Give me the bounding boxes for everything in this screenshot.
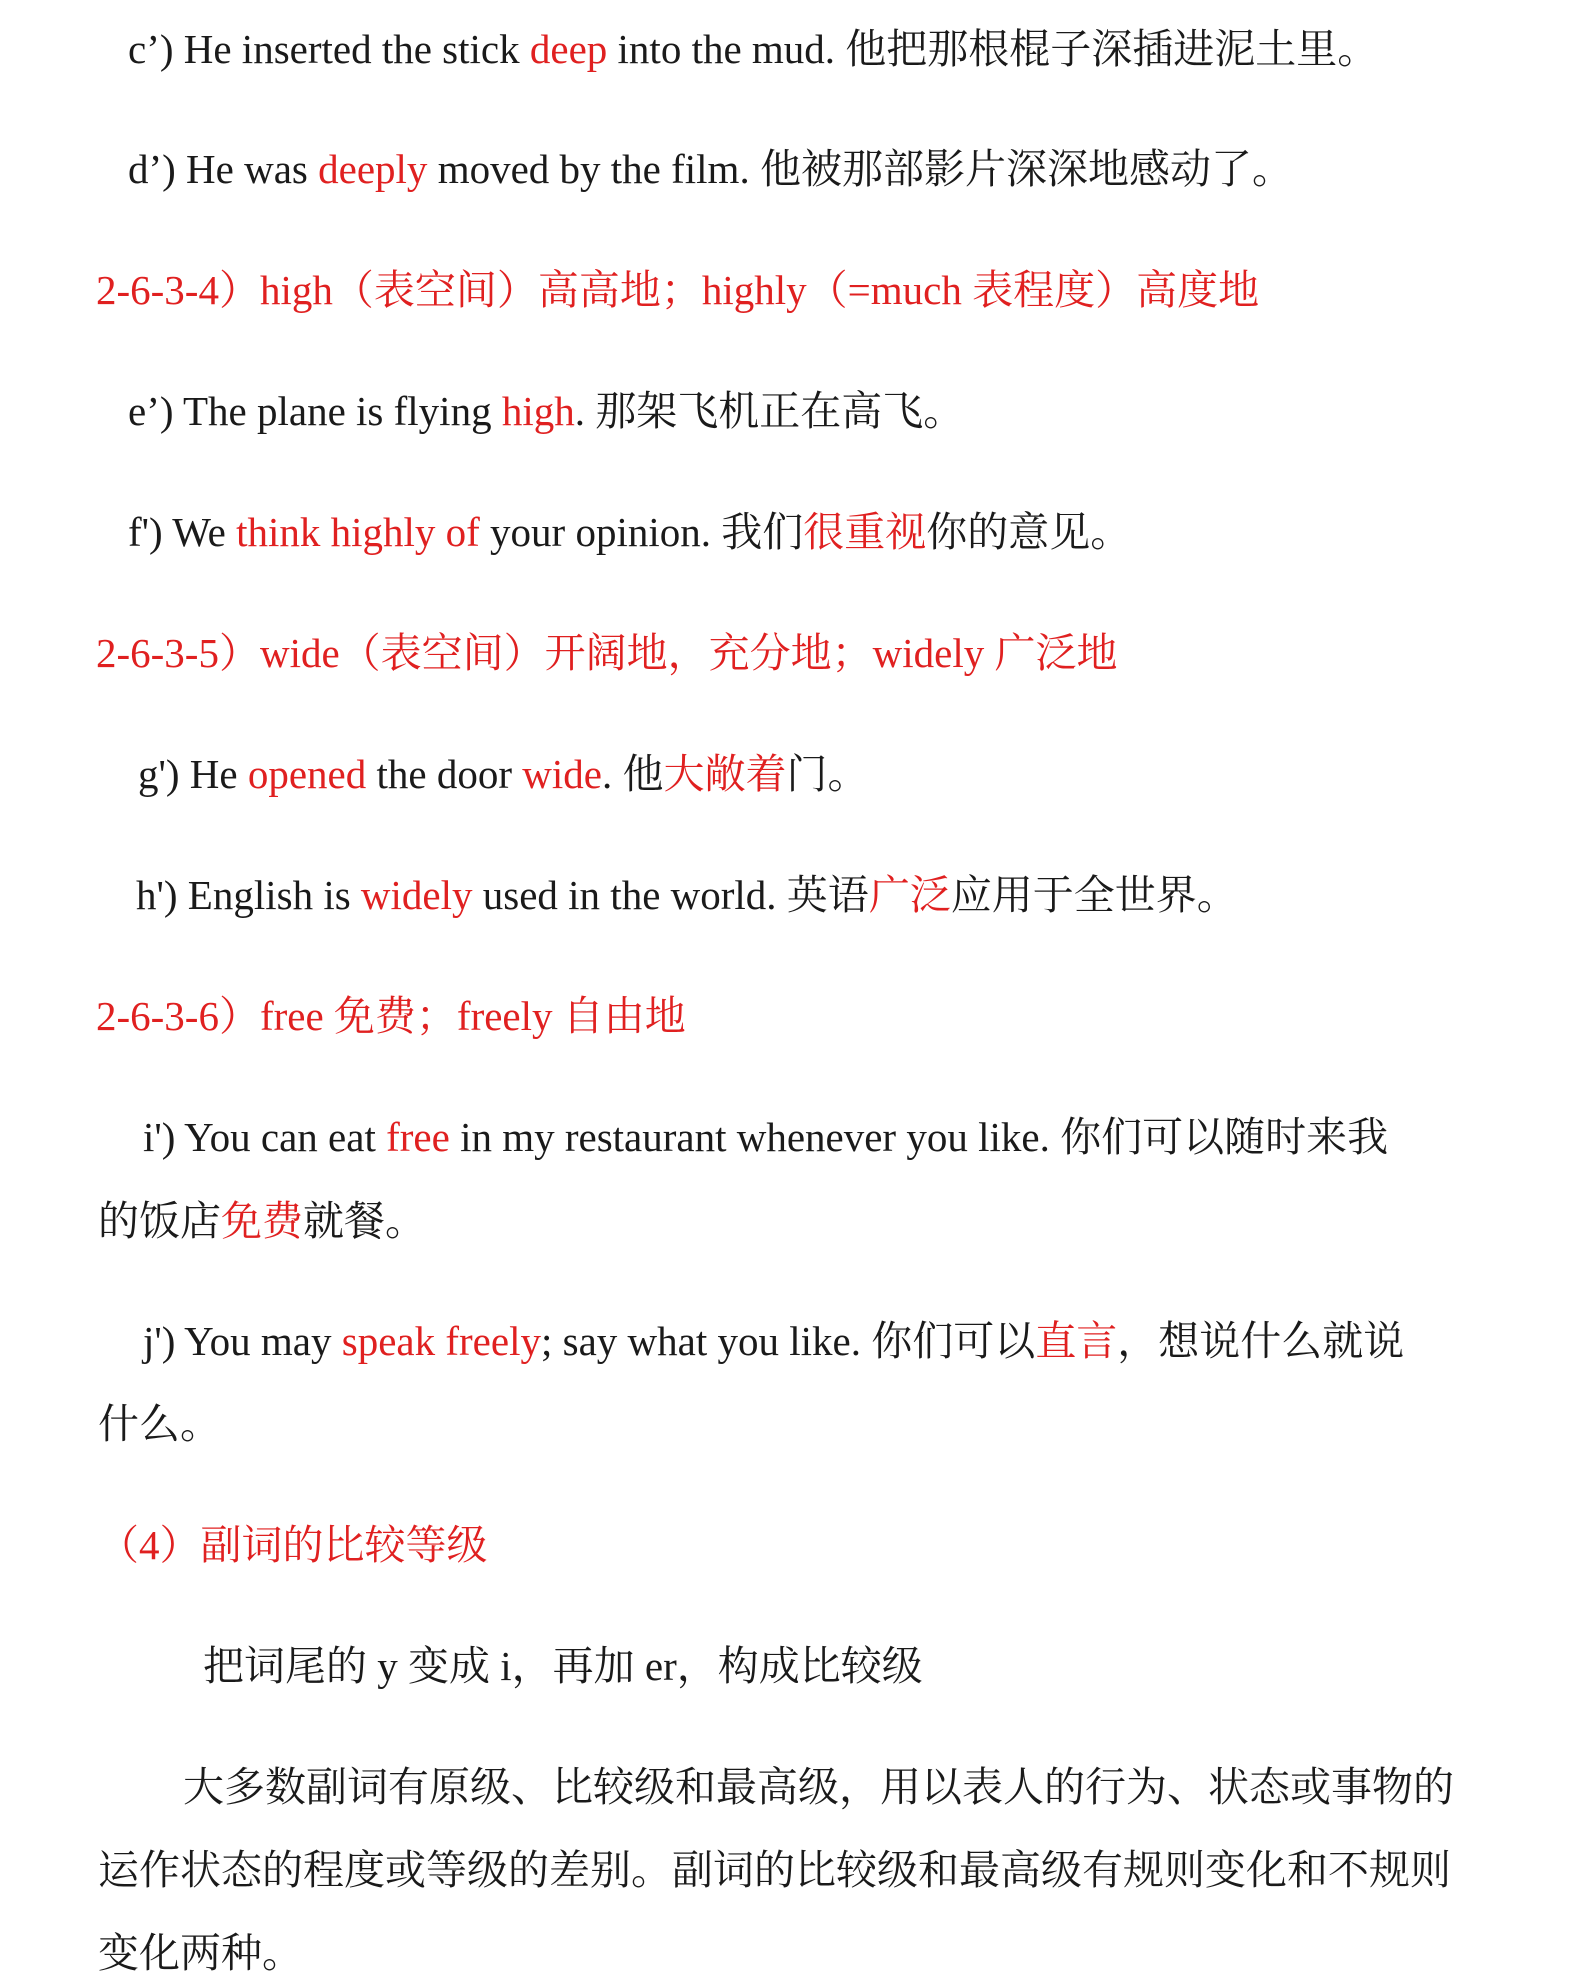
highlight-segment: deeply	[318, 146, 428, 192]
text-segment: 运作状态的程度或等级的差别。副词的比较级和最高级有规则变化和不规则	[98, 1847, 1451, 1893]
highlight-segment: （4）副词的比较等级	[98, 1522, 488, 1568]
highlight-segment: 大敞着	[663, 751, 787, 797]
text-segment: g') He	[138, 751, 248, 797]
example-i-line-2	[98, 1196, 426, 1246]
text-segment: c’) He inserted the stick	[128, 26, 530, 72]
text-segment: 什么。	[98, 1401, 221, 1447]
highlight-segment: 直言	[1035, 1318, 1118, 1364]
example-f	[128, 507, 1131, 557]
heading-2-6-3-5	[96, 628, 1118, 678]
text-segment: 把词尾的 y 变成 i，再加 er，构成比较级	[203, 1643, 923, 1689]
text-segment: . 他	[601, 751, 664, 797]
highlight-segment: wide	[522, 751, 602, 797]
highlight-segment: 2-6-3-4）high（表空间）高高地；highly（=much 表程度）高度地	[96, 267, 1260, 313]
paragraph-line-1	[183, 1762, 1454, 1812]
highlight-segment: speak freely	[341, 1318, 541, 1364]
highlight-segment: 免费	[221, 1198, 303, 1244]
text-segment: used in the world. 英语	[472, 872, 869, 918]
text-segment: into the mud. 他把那根棍子深插进泥土里。	[607, 26, 1379, 72]
text-segment: 应用于全世界。	[950, 872, 1238, 918]
example-c	[128, 24, 1378, 74]
paragraph-line-3	[98, 1928, 303, 1978]
text-segment: ; say what you like. 你们可以	[540, 1318, 1036, 1364]
text-segment: 的饭店	[98, 1198, 221, 1244]
highlight-segment: 2-6-3-6）free 免费；freely 自由地	[96, 993, 686, 1039]
section-4-heading	[98, 1520, 488, 1570]
text-segment: d’) He was	[128, 146, 319, 192]
paragraph-line-2	[98, 1845, 1451, 1895]
highlight-segment: high	[501, 388, 575, 434]
highlight-segment: think highly of	[236, 509, 480, 555]
text-segment: j') You may	[143, 1318, 342, 1364]
highlight-segment: deep	[529, 26, 608, 72]
text-segment: f') We	[128, 509, 237, 555]
highlight-segment: opened	[247, 751, 367, 797]
text-segment: e’) The plane is flying	[128, 388, 502, 434]
text-segment: the door	[366, 751, 523, 797]
text-segment: your opinion. 我们	[479, 509, 804, 555]
highlight-segment: 广泛	[868, 872, 951, 918]
text-segment: moved by the film. 他被那部影片深深地感动了。	[427, 146, 1293, 192]
rule-y-to-i	[203, 1641, 923, 1691]
text-segment: 变化两种。	[98, 1930, 303, 1976]
example-j-line-1	[143, 1316, 1404, 1366]
highlight-segment: widely	[360, 872, 473, 918]
heading-2-6-3-6	[96, 991, 686, 1041]
example-g	[138, 749, 868, 799]
example-e	[128, 386, 964, 436]
example-h	[136, 870, 1238, 920]
text-segment: . 那架飞机正在高飞。	[574, 388, 965, 434]
text-segment: 你的意见。	[926, 509, 1132, 555]
text-segment: h') English is	[136, 872, 361, 918]
highlight-segment: 很重视	[803, 509, 927, 555]
text-segment: i') You can eat	[143, 1114, 387, 1160]
text-segment: 大多数副词有原级、比较级和最高级，用以表人的行为、状态或事物的	[183, 1764, 1454, 1810]
text-segment: in my restaurant whenever you like. 你们可以随时来我	[449, 1114, 1389, 1160]
highlight-segment: 2-6-3-5）wide（表空间）开阔地，充分地；widely 广泛地	[96, 630, 1118, 676]
example-d	[128, 144, 1293, 194]
text-segment: 就餐。	[303, 1198, 426, 1244]
text-segment: 门。	[786, 751, 869, 797]
example-i-line-1	[143, 1112, 1388, 1162]
highlight-segment: free	[386, 1114, 450, 1160]
heading-2-6-3-4	[96, 265, 1259, 315]
text-segment: ，想说什么就说	[1117, 1318, 1405, 1364]
example-j-line-2	[98, 1399, 221, 1449]
